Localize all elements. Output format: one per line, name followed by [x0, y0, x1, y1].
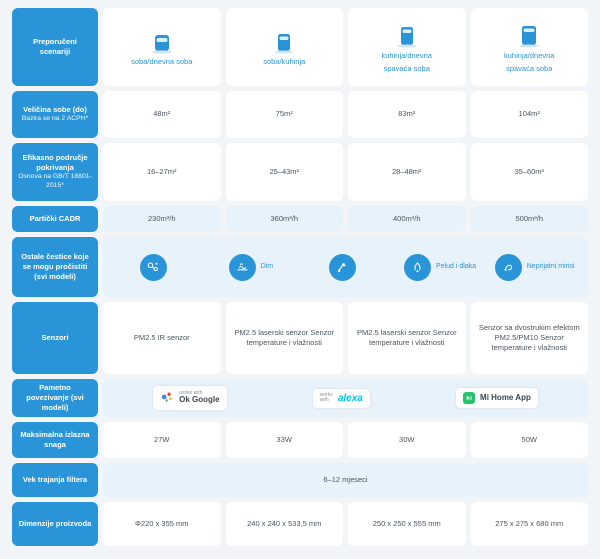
table-row-sensors: [12, 302, 588, 374]
table-cell: 50W: [471, 422, 589, 458]
table-cell: 240 x 240 x 533,5 mm: [226, 502, 344, 546]
table-row-smart-connectivity: [12, 379, 588, 417]
product-name: kuhinja/dnevna: [504, 50, 555, 60]
germs-icon: [495, 254, 522, 281]
product-cell[interactable]: [471, 8, 589, 86]
particle-allergen: [109, 254, 204, 281]
air-purifier-icon: [512, 22, 546, 48]
table-row-cadr: [12, 206, 588, 232]
cadr-cells: [103, 206, 588, 232]
allergen-icon: [140, 254, 167, 281]
product-cells: [103, 8, 588, 86]
row-label-dimensions: Dimenzije proizvoda: [12, 502, 98, 546]
particle-odor: [298, 254, 393, 281]
google-assistant-badge: [153, 386, 226, 410]
google-assistant-icon: [160, 390, 174, 406]
row-label-filter-life: Vek trajanja filtera: [12, 463, 98, 497]
table-cell: PM2.5 laserski senzor Senzor temperature i vlažnosti: [348, 302, 466, 374]
table-cell: 48m²: [103, 91, 221, 138]
alexa-badge: [313, 389, 370, 408]
row-label-other-particles: Ostale čestice koje se mogu pročistiti (svi modeli): [12, 237, 98, 297]
table-cell: 75m²: [226, 91, 344, 138]
room-size-cells: [103, 91, 588, 138]
row-label-room-size: Veličina sobe (do) Bazira se na 2 ACPH*: [12, 91, 98, 138]
mi-home-icon: [463, 392, 475, 404]
comparison-table: [12, 8, 588, 546]
table-cell: 250 x 250 x 555 mm: [348, 502, 466, 546]
badges-container: [103, 379, 588, 417]
row-label-sensors: Senzori: [12, 302, 98, 374]
table-cell: 104m²: [471, 91, 589, 138]
table-cell: 230m³/h: [103, 206, 221, 232]
table-row-room-size: [12, 91, 588, 138]
air-purifier-icon: [145, 28, 179, 54]
coverage-cells: [103, 143, 588, 201]
table-cell: Senzor sa dvostrukim efektom PM2.5/PM10 Senzor temperature i vlažnosti: [471, 302, 589, 374]
dimensions-cells: [103, 502, 588, 546]
product-name-line2: spavaća soba: [506, 63, 553, 73]
table-row-coverage: [12, 143, 588, 201]
product-cell[interactable]: [226, 8, 344, 86]
air-purifier-icon: [267, 28, 301, 54]
mi-home-label: Mi Home App: [480, 392, 531, 402]
table-cell: 360m³/h: [226, 206, 344, 232]
table-cell: 275 x 275 x 680 mm: [471, 502, 589, 546]
table-cell: PM2.5 laserski senzor Senzor temperature i vlažnosti: [226, 302, 344, 374]
row-label-scenarios: Preporučeni scenariji: [12, 8, 98, 86]
row-label-max-power: Maksimalna izlazna snaga: [12, 422, 98, 458]
particle-pollen: [393, 254, 488, 281]
filter-life-cells: [103, 463, 588, 497]
particles-row: [103, 237, 588, 297]
air-purifier-icon: [390, 22, 424, 48]
table-cell: Φ220 x 355 mm: [103, 502, 221, 546]
table-cell: 30W: [348, 422, 466, 458]
particle-label: Dim: [260, 262, 274, 270]
table-cell: 33W: [226, 422, 344, 458]
particle-smoke: [204, 254, 299, 281]
google-badge-text: works with Ok Google: [179, 389, 220, 405]
alexa-logo: alexa: [337, 392, 363, 404]
table-row-filter-life: [12, 463, 588, 497]
table-cell: 16–27m²: [103, 143, 221, 201]
product-name: kuhinja/dnevna: [381, 50, 432, 60]
row-label-coverage: Efikasno područje pokrivanja Osnova na GB/T 18801-2015*: [12, 143, 98, 201]
odor-icon: [329, 254, 356, 281]
product-cell[interactable]: [348, 8, 466, 86]
table-row-dimensions: [12, 502, 588, 546]
particle-label: Neprijatni mirisi: [526, 262, 575, 270]
table-cell: 6–12 mjeseci: [103, 463, 588, 497]
sensors-cells: [103, 302, 588, 374]
mi-home-app-badge: [456, 388, 538, 408]
product-name: soba/dnevna soba: [131, 57, 193, 67]
particle-label: Pelud i dlaka: [436, 262, 477, 270]
max-power-cells: [103, 422, 588, 458]
table-row-other-particles: [12, 237, 588, 297]
other-particles-cells: [103, 237, 588, 297]
table-cell: PM2.5 IR senzor: [103, 302, 221, 374]
table-cell: 35–60m²: [471, 143, 589, 201]
smart-connectivity-cells: [103, 379, 588, 417]
product-name-line2: spavaća soba: [383, 63, 430, 73]
table-cell: 500m³/h: [471, 206, 589, 232]
smoke-icon: [229, 254, 256, 281]
table-cell: 83m²: [348, 91, 466, 138]
table-cell: 400m³/h: [348, 206, 466, 232]
row-label-smart-connectivity: Pametno povezivanje (svi modeli): [12, 379, 98, 417]
product-name: soba/kuhinja: [263, 57, 306, 67]
row-label-cadr: Partički CADR: [12, 206, 98, 232]
table-cell: 28–48m²: [348, 143, 466, 201]
pollen-icon: [404, 254, 431, 281]
particle-germs: [487, 254, 582, 281]
product-cell[interactable]: [103, 8, 221, 86]
alexa-badge-text: works with: [319, 391, 333, 403]
table-row-max-power: [12, 422, 588, 458]
table-cell: 27W: [103, 422, 221, 458]
table-cell: 25–43m²: [226, 143, 344, 201]
table-row-scenarios: [12, 8, 588, 86]
